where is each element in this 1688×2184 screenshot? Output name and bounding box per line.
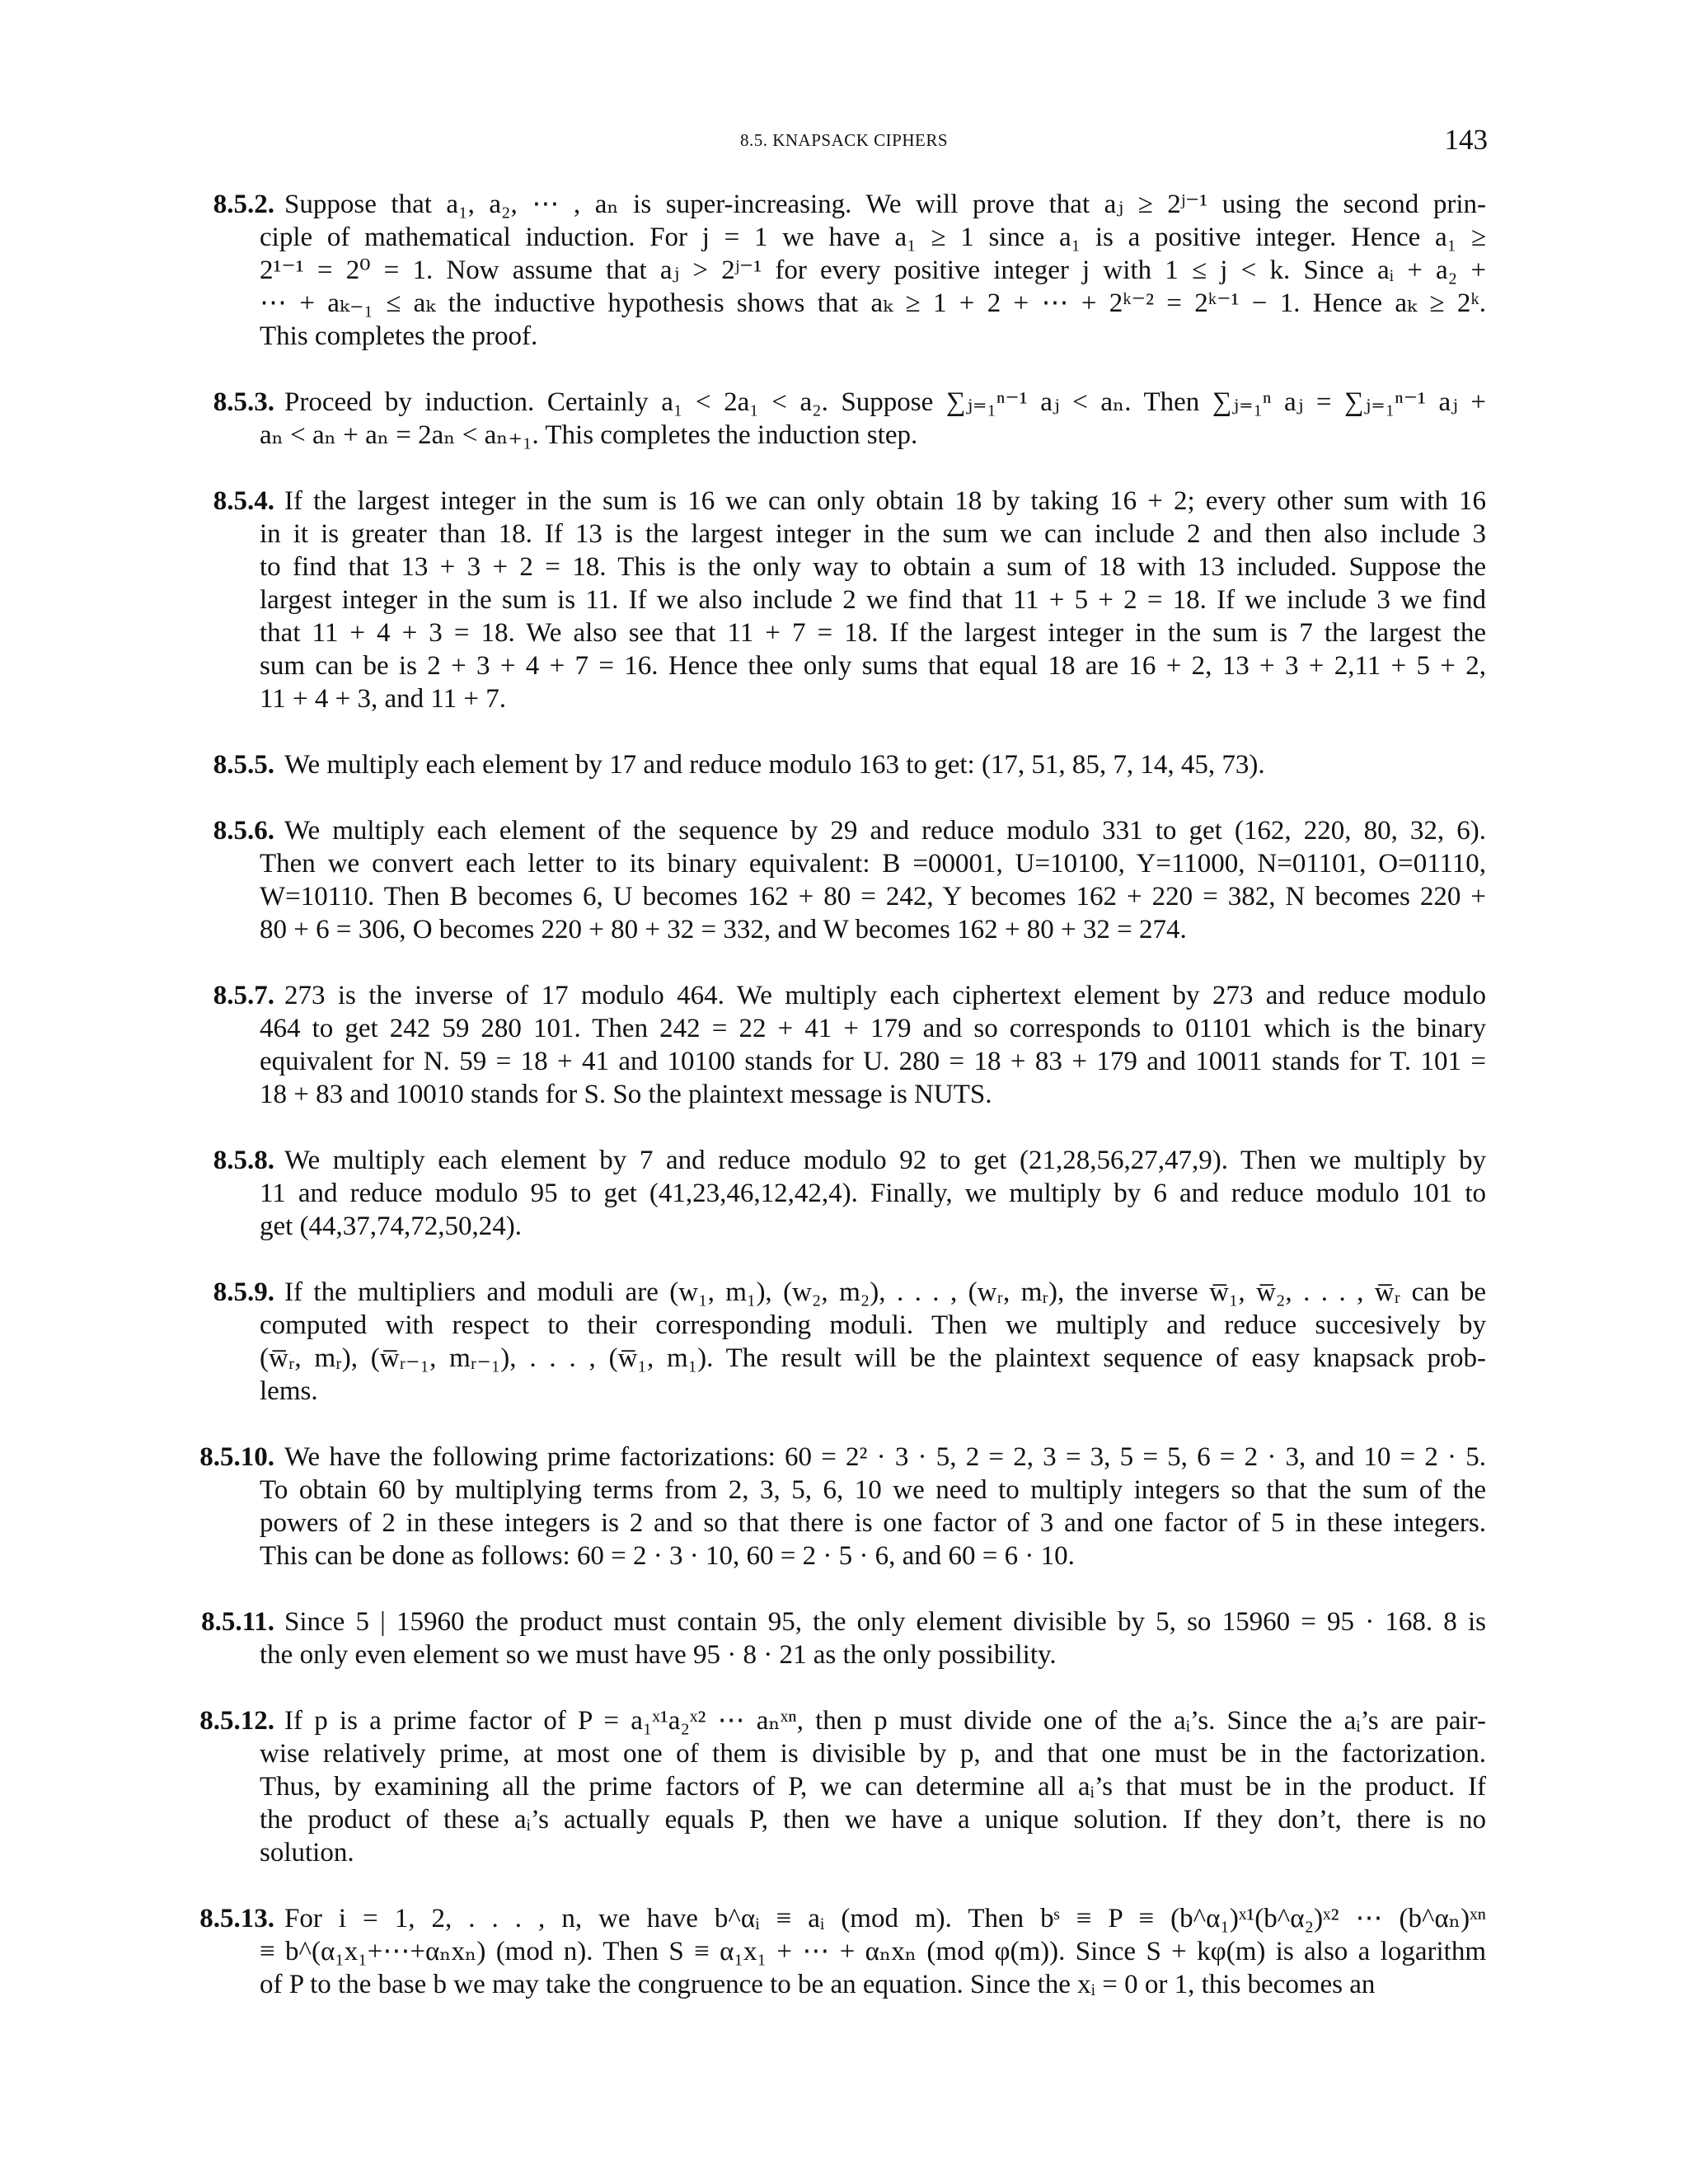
solution-line: powers of 2 in these integers is 2 and so that there is one factor of 3 and one factor of 5 in these integers. <box>260 1508 1486 1538</box>
solution-line: wise relatively prime, at most one of them is divisible by p, and that one must be in the factorization. <box>260 1739 1486 1769</box>
solution-item <box>0 188 1688 353</box>
solution-line: If the largest integer in the sum is 16 we can only obtain 18 by taking 16 + 2; every other sum with 16 <box>284 486 1486 516</box>
solution-line: W=10110. Then B becomes 6, U becomes 162 + 80 = 242, Y becomes 162 + 220 = 382, N becomes 220 + <box>260 882 1486 912</box>
solution-line: lems. <box>260 1376 318 1406</box>
solution-line: Proceed by induction. Certainly a₁ < 2a₁ < a₂. Suppose ∑ⱼ₌₁ⁿ⁻¹ aⱼ < aₙ. Then ∑ⱼ₌₁ⁿ aⱼ = ∑ⱼ₌₁ⁿ⁻¹ aⱼ + <box>284 387 1486 417</box>
solutions-body <box>0 188 1688 2034</box>
solution-line: aₙ < aₙ + aₙ = 2aₙ < aₙ₊₁. This completes the induction step. <box>260 420 918 450</box>
solution-line: 273 is the inverse of 17 modulo 464. We multiply each ciphertext element by 273 and reduce modulo <box>284 981 1486 1010</box>
solution-line: ⋯ + aₖ₋₁ ≤ aₖ the inductive hypothesis shows that aₖ ≥ 1 + 2 + ⋯ + 2ᵏ⁻² = 2ᵏ⁻¹ − 1. Hence aₖ ≥ 2ᵏ. <box>260 288 1486 318</box>
solution-number: 8.5.2. <box>213 190 274 219</box>
solution-item <box>0 748 1688 781</box>
solution-line: (w̅ᵣ, mᵣ), (w̅ᵣ₋₁, mᵣ₋₁), . . . , (w̅₁, m₁). The result will be the plaintext sequence of easy knapsack prob- <box>260 1343 1486 1373</box>
solution-line: 2¹⁻¹ = 2⁰ = 1. Now assume that aⱼ > 2ʲ⁻¹ for every positive integer j with 1 ≤ j < k. Since aᵢ + a₂ + <box>260 255 1486 285</box>
solution-line: get (44,37,74,72,50,24). <box>260 1212 523 1241</box>
solution-item <box>0 1704 1688 1869</box>
solution-line: This can be done as follows: 60 = 2 · 3 · 10, 60 = 2 · 5 · 6, and 60 = 6 · 10. <box>260 1541 1075 1571</box>
solution-number: 8.5.4. <box>213 486 274 516</box>
solution-line: that 11 + 4 + 3 = 18. We also see that 11 + 7 = 18. If the largest integer in the sum is 7 the largest the <box>260 618 1486 648</box>
solution-item <box>0 1605 1688 1671</box>
solution-number: 8.5.8. <box>213 1146 274 1175</box>
solution-item <box>0 1902 1688 2001</box>
solution-line: We multiply each element by 17 and reduce modulo 163 to get: (17, 51, 85, 7, 14, 45, 73). <box>284 750 1265 780</box>
solution-number: 8.5.3. <box>213 387 274 417</box>
solution-line: the only even element so we must have 95 · 8 · 21 as the only possibility. <box>260 1640 1057 1670</box>
solution-number: 8.5.7. <box>213 981 274 1010</box>
solution-line: computed with respect to their corresponding moduli. Then we multiply and reduce succesively by <box>260 1310 1486 1340</box>
solution-line: Since 5 | 15960 the product must contain 95, the only element divisible by 5, so 15960 = 95 · 168. 8 is <box>284 1607 1486 1637</box>
page-number: 143 <box>1444 124 1488 156</box>
solution-number: 8.5.13. <box>199 1904 274 1933</box>
solution-line: We multiply each element of the sequence by 29 and reduce modulo 331 to get (162, 220, 80, 32, 6). <box>284 816 1486 846</box>
solution-number: 8.5.5. <box>213 750 274 780</box>
solution-line: To obtain 60 by multiplying terms from 2, 3, 5, 6, 10 we need to multiply integers so that the sum of the <box>260 1475 1486 1505</box>
solution-line: 11 + 4 + 3, and 11 + 7. <box>260 684 507 714</box>
solution-item <box>0 386 1688 452</box>
solution-line: the product of these aᵢ’s actually equals P, then we have a unique solution. If they don’t, there is no <box>260 1805 1486 1835</box>
solution-line: We have the following prime factorizations: 60 = 2² · 3 · 5, 2 = 2, 3 = 3, 5 = 5, 6 = 2 · 3, and 10 = 2 · 5. <box>284 1442 1486 1472</box>
solution-line: largest integer in the sum is 11. If we also include 2 we find that 11 + 5 + 2 = 18. If we include 3 we find <box>260 585 1486 615</box>
solution-number: 8.5.6. <box>213 816 274 846</box>
solution-line: 18 + 83 and 10010 stands for S. So the plaintext message is NUTS. <box>260 1080 992 1109</box>
solution-line: to find that 13 + 3 + 2 = 18. This is the only way to obtain a sum of 18 with 13 included. Suppose the <box>260 552 1486 582</box>
solution-number: 8.5.12. <box>199 1706 274 1736</box>
solution-item <box>0 814 1688 946</box>
solution-item <box>0 1441 1688 1572</box>
solution-item <box>0 485 1688 715</box>
solution-number: 8.5.11. <box>201 1607 274 1637</box>
solution-line: Thus, by examining all the prime factors of P, we can determine all aᵢ’s that must be in the product. If <box>260 1772 1486 1802</box>
running-head: 8.5. KNAPSACK CIPHERS <box>739 130 949 150</box>
solution-line: 11 and reduce modulo 95 to get (41,23,46,12,42,4). Finally, we multiply by 6 and reduce modulo 101 to <box>260 1179 1486 1208</box>
solution-line: For i = 1, 2, . . . , n, we have b^αᵢ ≡ aᵢ (mod m). Then bˢ ≡ P ≡ (b^α₁)ˣ¹(b^α₂)ˣ² ⋯ (b^αₙ)ˣⁿ <box>284 1904 1486 1933</box>
solution-line: ≡ b^(α₁x₁+⋯+αₙxₙ) (mod n). Then S ≡ α₁x₁ + ⋯ + αₙxₙ (mod φ(m)). Since S + kφ(m) is also a logarithm <box>260 1937 1486 1966</box>
solution-item <box>0 1144 1688 1243</box>
solution-line: Then we convert each letter to its binary equivalent: B =00001, U=10100, Y=11000, N=01101, O=01110, <box>260 849 1486 879</box>
solution-line: Suppose that a₁, a₂, ⋯ , aₙ is super-increasing. We will prove that aⱼ ≥ 2ʲ⁻¹ using the second prin- <box>284 190 1486 219</box>
solution-number: 8.5.9. <box>213 1277 274 1307</box>
solution-line: If p is a prime factor of P = a₁ˣ¹a₂ˣ² ⋯ aₙˣⁿ, then p must divide one of the aᵢ’s. Since the aᵢ’s are pair- <box>284 1706 1486 1736</box>
solution-line: sum can be is 2 + 3 + 4 + 7 = 16. Hence thee only sums that equal 18 are 16 + 2, 13 + 3 + 2,11 + 5 + 2, <box>260 651 1486 681</box>
solution-line: ciple of mathematical induction. For j = 1 we have a₁ ≥ 1 since a₁ is a positive integer. Hence a₁ ≥ <box>260 223 1486 252</box>
solution-line: of P to the base b we may take the congruence to be an equation. Since the xᵢ = 0 or 1, this becomes an <box>260 1970 1376 1999</box>
solution-line: in it is greater than 18. If 13 is the largest integer in the sum we can include 2 and then also include 3 <box>260 519 1486 549</box>
solution-item <box>0 1276 1688 1408</box>
page-header <box>0 124 1688 157</box>
solution-line: solution. <box>260 1838 354 1868</box>
solution-line: This completes the proof. <box>260 321 538 351</box>
solution-line: If the multipliers and moduli are (w₁, m₁), (w₂, m₂), . . . , (wᵣ, mᵣ), the inverse w̅₁, w̅₂, . . . , w̅ᵣ can be <box>284 1277 1486 1307</box>
solution-line: equivalent for N. 59 = 18 + 41 and 10100 stands for U. 280 = 18 + 83 + 179 and 10011 stands for T. 101 = <box>260 1047 1486 1076</box>
solution-item <box>0 979 1688 1111</box>
solution-line: 80 + 6 = 306, O becomes 220 + 80 + 32 = 332, and W becomes 162 + 80 + 32 = 274. <box>260 915 1187 944</box>
solution-number: 8.5.10. <box>199 1442 274 1472</box>
solution-line: We multiply each element by 7 and reduce modulo 92 to get (21,28,56,27,47,9). Then we multiply by <box>284 1146 1486 1175</box>
solution-line: 464 to get 242 59 280 101. Then 242 = 22 + 41 + 179 and so corresponds to 01101 which is the binary <box>260 1014 1486 1043</box>
